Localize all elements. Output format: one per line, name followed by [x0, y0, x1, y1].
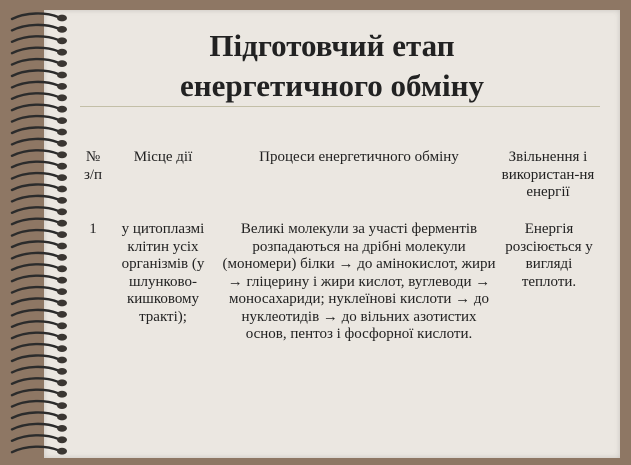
spiral-hole [57, 140, 67, 147]
spiral-ring [12, 253, 58, 259]
spiral-ring [12, 287, 58, 293]
spiral-hole [57, 311, 67, 318]
header-number: № з/п [83, 149, 103, 183]
spiral-ring [12, 333, 58, 339]
spiral-hole [57, 220, 67, 227]
spiral-ring [12, 355, 58, 361]
header-energy-release: Звільнення і використан-ня енергії [501, 149, 595, 200]
spiral-hole [57, 300, 67, 307]
spiral-hole [57, 288, 67, 295]
spiral-ring [12, 401, 58, 407]
spiral-ring [12, 298, 58, 304]
spiral-ring [12, 264, 58, 270]
spiral-ring [12, 447, 58, 453]
spiral-ring [12, 435, 58, 441]
spiral-ring [12, 367, 58, 373]
spiral-ring [12, 173, 58, 179]
spiral-hole [57, 254, 67, 261]
spiral-hole [57, 265, 67, 272]
spiral-ring [12, 207, 58, 213]
header-processes: Процеси енергетичного обміну [259, 149, 459, 165]
row-energy-release: Енергія розсіюється у вигляді теплоти. [505, 221, 593, 290]
spiral-ring [12, 13, 58, 19]
spiral-hole [57, 197, 67, 204]
spiral-ring [12, 310, 58, 316]
title-line-1: Підготовчий етап [209, 28, 455, 63]
spiral-hole [57, 186, 67, 193]
spiral-ring [12, 412, 58, 418]
spiral-hole [57, 379, 67, 386]
spiral-hole [57, 129, 67, 136]
spiral-hole [57, 277, 67, 284]
spiral-hole [57, 402, 67, 409]
spiral-ring [12, 139, 58, 145]
row-number: 1 [89, 221, 97, 237]
row-place: у цитоплазмі клітин усіх організмів (у шлунково-кишковому тракті); [121, 221, 205, 325]
spiral-ring [12, 150, 58, 156]
row-processes: Великі молекули за участі ферментів розпадаються на дрібні молекули (мономери) білки → до амінокислот, жири → гліцерину і жири кислот, вуглеводи → моносахариди; нуклеїнові кислоти → до нуклеотидів → до вільних азотистих основ, пентоз і фосфорної кислоти. [222, 221, 496, 342]
spiral-ring [12, 241, 58, 247]
spiral-hole [57, 174, 67, 181]
spiral-hole [57, 425, 67, 432]
spiral-hole [57, 391, 67, 398]
spiral-ring [12, 378, 58, 384]
spiral-ring [12, 276, 58, 282]
title-divider [80, 106, 600, 107]
spiral-hole [57, 117, 67, 124]
spiral-hole [57, 243, 67, 250]
spiral-ring [12, 196, 58, 202]
spiral-hole [57, 208, 67, 215]
spiral-ring [12, 390, 58, 396]
spiral-hole [57, 368, 67, 375]
spiral-ring [12, 219, 58, 225]
spiral-hole [57, 334, 67, 341]
spiral-hole [57, 106, 67, 113]
header-place: Місце дії [133, 149, 193, 165]
spiral-hole [57, 414, 67, 421]
spiral-ring [12, 162, 58, 168]
title-line-2: енергетичного обміну [179, 68, 484, 103]
spiral-hole [57, 345, 67, 352]
spiral-hole [57, 15, 67, 22]
spiral-ring [12, 116, 58, 122]
spiral-ring [12, 184, 58, 190]
spiral-ring [12, 127, 58, 133]
spiral-hole [57, 151, 67, 158]
slide-title [44, 26, 620, 106]
spiral-hole [57, 231, 67, 238]
spiral-hole [57, 448, 67, 455]
spiral-ring [12, 344, 58, 350]
spiral-hole [57, 322, 67, 329]
spiral-hole [57, 357, 67, 364]
spiral-ring [12, 321, 58, 327]
spiral-ring [12, 424, 58, 430]
spiral-ring [12, 230, 58, 236]
spiral-hole [57, 163, 67, 170]
spiral-hole [57, 436, 67, 443]
